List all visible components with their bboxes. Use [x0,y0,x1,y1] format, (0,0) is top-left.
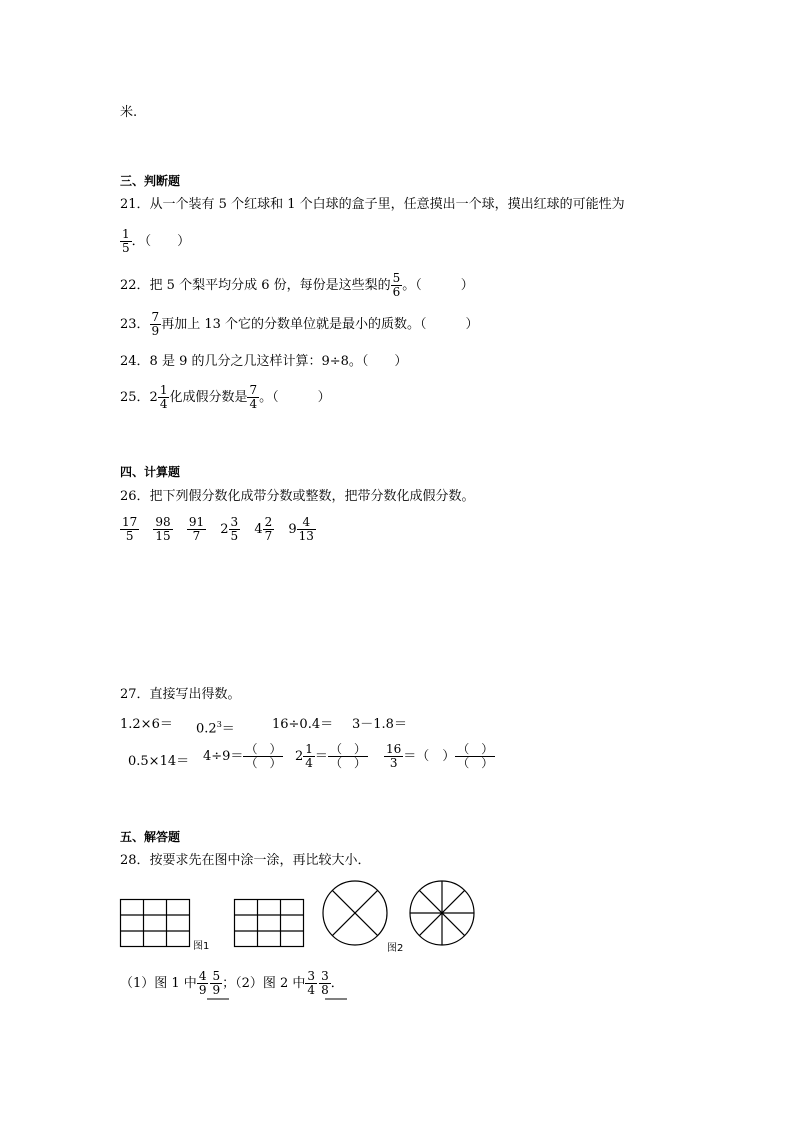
q27-r1-c[interactable]: 16÷0.4＝ [272,717,334,732]
section5-heading: 五、解答题 [120,830,181,844]
q28-text: 28．按要求先在图中涂一涂，再比较大小． [120,853,371,868]
q26-text: 26．把下列假分数化成带分数或整数，把带分数化成假分数。 [120,489,475,504]
top-text: 米. [120,105,138,120]
q21-line2 [120,228,190,255]
q26-item: 2 $\frac{3}{5}$ [220,515,239,543]
q26-item: 9 $\frac{4}{13}$ [288,515,314,543]
q22-answer-blank[interactable]: 。（ ） [402,278,474,293]
q23: 23． $\frac{7}{9}$ 再加上 13 个它的分数单位就是最小的质数。（ ） [120,310,479,338]
q25-answer-blank[interactable]: 。（ ） [259,390,331,405]
q27-r1-b[interactable]: $0.2^3=$ [196,720,235,737]
q25-mixed-number: 2 $\frac{1}{4}$ [149,383,168,411]
section4-heading: 四、计算题 [120,465,181,479]
q25-fraction: $\frac{7}{4}$ [249,383,258,411]
q26-item: $\frac{98}{15}$ [155,515,171,543]
q28-compare: （1）图 1 中 $\frac{4}{9}$ $\frac{5}{9}$ ；（2）图 2 中 $\frac{3}{4}$ $\frac{3}{8}$ ． [120,969,344,997]
q26-item: $\frac{17}{5}$ [122,515,138,543]
compare-underline-2 [325,998,347,1000]
q27-text: 27．直接写出得数。 [120,687,241,702]
q26-item: 4 $\frac{2}{7}$ [254,515,273,543]
q24-text: 24．8 是 9 的几分之几这样计算：9÷8。（ ） [120,354,408,369]
grid-figure-2[interactable] [234,899,304,947]
q27-r1-a[interactable]: 1.2×6＝ [120,717,173,732]
q23-fraction: $\frac{7}{9}$ [151,310,160,338]
q27-r1-d[interactable]: 3－1.8＝ [352,717,407,732]
q22: 22．把 5 个梨平均分成 6 份，每份是这些梨的 $\frac{5}{6}$ 。（ ） [120,271,474,299]
q27-r2-a[interactable]: 0.5×14＝ [128,754,190,769]
q21-answer-blank[interactable]: ．（ ） [131,234,191,249]
q25: 25． 2 $\frac{1}{4}$ 化成假分数是 $\frac{7}{4}$ 。（ ） [120,383,331,411]
compare-underline-1 [207,998,229,1000]
fig1-label: 图1 [193,941,210,952]
q27-r2-d[interactable]: $\frac{16}{3}$ ＝（ ） $\frac{( )}{( )}$ [386,742,494,770]
q21-text: 21．从一个装有 5 个红球和 1 个白球的盒子里，任意摸出一个球，摸出红球的可能性为 [120,197,625,212]
circle-figure-2[interactable] [409,880,475,946]
q27-r2-b[interactable]: 4÷9＝ $\frac{( )}{( )}$ [203,742,282,770]
q26-items [120,516,316,543]
q23-text[interactable]: 再加上 13 个它的分数单位就是最小的质数。（ ） [161,317,479,332]
q27-r2-c[interactable]: 2 $\frac{1}{4}$ ＝ $\frac{( )}{( )}$ [295,742,366,770]
fig2-label: 图2 [387,943,404,954]
grid-figure-1[interactable] [120,899,190,947]
q21-fraction: $\frac{1}{5}$ [122,227,130,255]
section3-heading: 三、判断题 [120,174,181,188]
circle-figure-1[interactable] [322,880,388,946]
q22-fraction: $\frac{5}{6}$ [392,271,401,299]
q26-item: $\frac{91}{7}$ [188,515,205,543]
